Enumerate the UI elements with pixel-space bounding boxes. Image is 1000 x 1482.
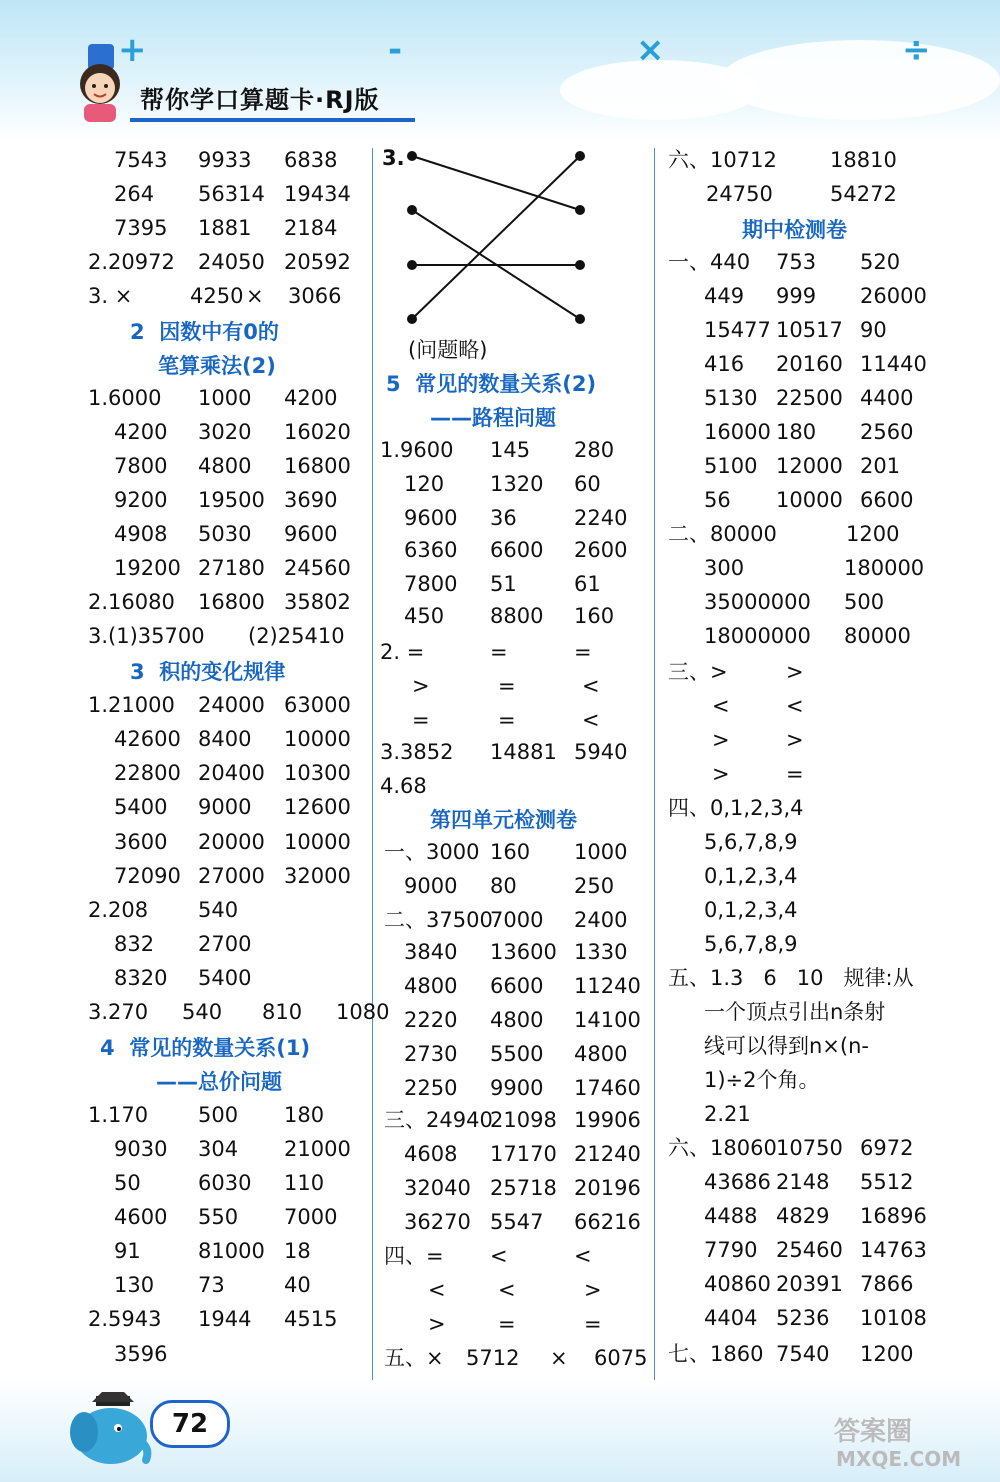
answer-cell: 8400	[198, 727, 252, 751]
answer-cell: 8320	[114, 966, 168, 990]
answer-cell: 20000	[198, 830, 265, 854]
answer-cell: 5400	[114, 795, 168, 819]
answer-cell: 20391	[776, 1272, 843, 1296]
answer-cell: 3. ×	[88, 284, 133, 308]
answer-cell: 180	[776, 420, 817, 444]
answer-cell: 66216	[574, 1210, 641, 1234]
answer-cell: 1881	[198, 216, 252, 240]
answer-cell: 五、1.3 6 10 规律:从	[668, 966, 914, 990]
matching-lines-diagram	[400, 146, 590, 326]
answer-cell: 832	[114, 932, 155, 956]
times-symbol: ×	[636, 30, 665, 70]
answer-cell: 4608	[404, 1142, 458, 1166]
answer-cell: <	[490, 1244, 508, 1268]
answer-cell: 7000	[284, 1205, 338, 1229]
answer-cell: 3840	[404, 940, 458, 964]
answer-cell: 550	[198, 1205, 239, 1229]
answer-cell: 二、37500	[384, 908, 493, 932]
answer-cell: 18	[284, 1239, 311, 1263]
answer-cell: 19906	[574, 1108, 641, 1132]
answer-cell: 40	[284, 1273, 311, 1297]
answer-cell: 6030	[198, 1171, 252, 1195]
column-divider	[654, 148, 655, 1380]
answer-cell: =	[786, 762, 804, 786]
answer-cell: 7790	[704, 1238, 758, 1262]
answer-cell: 9600	[404, 506, 458, 530]
answer-cell: 520	[860, 250, 901, 274]
answer-cell: =	[498, 1312, 516, 1336]
answer-cell: 16800	[198, 590, 265, 614]
section-heading: 2 因数中有0的	[130, 320, 279, 344]
answer-cell: 3.(1)35700	[88, 624, 205, 648]
answer-cell: 90	[860, 318, 887, 342]
answer-cell: 9000	[404, 874, 458, 898]
answer-cell: 300	[704, 556, 745, 580]
answer-cell: 3600	[114, 830, 168, 854]
answer-cell: 1320	[490, 472, 544, 496]
answer-cell: 一个顶点引出n条射	[704, 1000, 886, 1024]
answer-cell: 1000	[198, 386, 252, 410]
answer-cell: 2.20972	[88, 250, 175, 274]
answer-cell: 110	[284, 1171, 325, 1195]
answer-cell: 2184	[284, 216, 338, 240]
answer-cell: 4908	[114, 522, 168, 546]
answer-cell: 50	[114, 1171, 141, 1195]
answer-cell: 9900	[490, 1076, 544, 1100]
answer-cell: 4829	[776, 1204, 830, 1228]
answer-cell: 14763	[860, 1238, 927, 1262]
answer-cell: 2.21	[704, 1102, 751, 1126]
answer-cell: 160	[490, 840, 531, 864]
answer-cell: 26000	[860, 284, 927, 308]
answer-cell: 3020	[198, 420, 252, 444]
answer-cell: 449	[704, 284, 745, 308]
answer-cell: <	[712, 694, 730, 718]
answer-cell: 10000	[284, 830, 351, 854]
answer-cell: 9933	[198, 148, 252, 172]
answer-cell: 2. =	[380, 640, 425, 664]
answer-cell: 250	[574, 874, 615, 898]
divide-symbol: ÷	[902, 30, 931, 70]
answer-cell: 4515	[284, 1307, 338, 1331]
answer-cell: >	[584, 1278, 602, 1302]
answer-cell: 3.270	[88, 1000, 149, 1024]
answer-cell: 81000	[198, 1239, 265, 1263]
matching-question-number: 3.	[382, 146, 405, 170]
column-divider	[372, 148, 373, 1380]
answer-cell: 22500	[776, 386, 843, 410]
answer-cell: 7800	[404, 572, 458, 596]
answer-cell: 16800	[284, 454, 351, 478]
answer-cell: 16020	[284, 420, 351, 444]
answer-cell: 5,6,7,8,9	[704, 932, 798, 956]
answer-cell: 5940	[574, 740, 628, 764]
answer-cell: 5236	[776, 1306, 830, 1330]
answer-cell: 24000	[198, 693, 265, 717]
answer-cell: <	[582, 674, 600, 698]
answer-cell: 145	[490, 438, 531, 462]
answer-cell: 4800	[404, 974, 458, 998]
answer-cell: 280	[574, 438, 615, 462]
answer-cell: 20160	[776, 352, 843, 376]
answer-cell: 6838	[284, 148, 338, 172]
answer-cell: 6972	[860, 1136, 914, 1160]
answer-cell: >	[712, 728, 730, 752]
answer-cell: 540	[182, 1000, 223, 1024]
section-heading: 3 积的变化规律	[130, 660, 286, 684]
answer-cell: 22800	[114, 761, 181, 785]
svg-text:MXQE.COM: MXQE.COM	[836, 1447, 962, 1471]
answer-cell: =	[584, 1312, 602, 1336]
answer-cell: 1.6000	[88, 386, 162, 410]
answer-cell: 5547	[490, 1210, 544, 1234]
answer-cell: 54272	[830, 182, 897, 206]
answer-cell: 5400	[198, 966, 252, 990]
answer-cell: 5030	[198, 522, 252, 546]
answer-cell: 2600	[574, 538, 628, 562]
answer-cell: 4800	[490, 1008, 544, 1032]
answer-cell: 6600	[860, 488, 914, 512]
answer-cell: 9030	[114, 1137, 168, 1161]
answer-cell: 2400	[574, 908, 628, 932]
answer-cell: 24050	[198, 250, 265, 274]
answer-cell: 27180	[198, 556, 265, 580]
answer-cell: 61	[574, 572, 601, 596]
answer-cell: 7395	[114, 216, 168, 240]
answer-cell: 三、>	[668, 660, 728, 684]
answer-cell: 35000000	[704, 590, 811, 614]
answer-cell: ×	[246, 284, 264, 308]
answer-cell: 160	[574, 604, 615, 628]
answer-cell: 17170	[490, 1142, 557, 1166]
answer-cell: 1200	[846, 522, 900, 546]
answer-cell: 4488	[704, 1204, 758, 1228]
mascot-girl-icon	[70, 44, 130, 124]
answer-cell: 15477	[704, 318, 771, 342]
answer-cell: <	[786, 694, 804, 718]
answer-cell: 180000	[844, 556, 925, 580]
answer-cell: 91	[114, 1239, 141, 1263]
answer-cell: 16896	[860, 1204, 927, 1228]
answer-cell: 810	[262, 1000, 303, 1024]
title-underline	[130, 118, 415, 122]
answer-cell: 264	[114, 182, 155, 206]
answer-cell: 36270	[404, 1210, 471, 1234]
svg-text:答案圈: 答案圈	[834, 1417, 913, 1447]
answer-cell: 2730	[404, 1042, 458, 1066]
answer-cell: ×	[550, 1346, 568, 1370]
answer-cell: 450	[404, 604, 445, 628]
answer-cell: 0,1,2,3,4	[704, 864, 798, 888]
watermark-logo	[830, 1412, 990, 1472]
series-title: 帮你学口算题卡·RJ版	[140, 86, 380, 114]
answer-cell: 4800	[574, 1042, 628, 1066]
section-heading: 期中检测卷	[742, 218, 847, 242]
answer-cell: =	[490, 640, 508, 664]
answer-cell: 4.68	[380, 774, 427, 798]
answer-cell: 25718	[490, 1176, 557, 1200]
answer-cell: 60	[574, 472, 601, 496]
answer-cell: 5500	[490, 1042, 544, 1066]
answer-cell: 3690	[284, 488, 338, 512]
answer-cell: >	[412, 674, 430, 698]
section-heading: 第四单元检测卷	[430, 808, 577, 832]
answer-cell: 120	[404, 472, 445, 496]
answer-cell: 7866	[860, 1272, 914, 1296]
answer-cell: 16000	[704, 420, 771, 444]
answer-cell: 1000	[574, 840, 628, 864]
answer-cell: 4200	[114, 420, 168, 444]
answer-cell: 2.16080	[88, 590, 175, 614]
answer-cell: 540	[198, 898, 239, 922]
section-heading: 4 常见的数量关系(1)	[100, 1036, 311, 1060]
answer-cell: 43686	[704, 1170, 771, 1194]
answer-cell: 20196	[574, 1176, 641, 1200]
answer-cell: 7800	[114, 454, 168, 478]
answer-cell: 6600	[490, 538, 544, 562]
answer-cell: 11440	[860, 352, 927, 376]
answer-cell: 3.3852	[380, 740, 454, 764]
plus-symbol: +	[118, 30, 147, 70]
answer-cell: 5130	[704, 386, 758, 410]
answer-cell: (2)25410	[248, 624, 345, 648]
answer-cell: 20592	[284, 250, 351, 274]
minus-symbol: -	[388, 30, 403, 70]
answer-cell: 四、=	[384, 1244, 444, 1268]
answer-cell: 2148	[776, 1170, 830, 1194]
answer-cell: =	[498, 708, 516, 732]
answer-cell: 19200	[114, 556, 181, 580]
answer-cell: 5512	[860, 1170, 914, 1194]
answer-cell: 500	[844, 590, 885, 614]
answer-cell: 21240	[574, 1142, 641, 1166]
answer-cell: 14100	[574, 1008, 641, 1032]
section-heading: ——总价问题	[156, 1070, 282, 1094]
answer-cell: 2220	[404, 1008, 458, 1032]
answer-cell: 线可以得到n×(n-	[704, 1034, 869, 1058]
answer-cell: 8800	[490, 604, 544, 628]
answer-cell: 7000	[490, 908, 544, 932]
answer-cell: 1200	[860, 1342, 914, 1366]
answer-cell: 1)÷2个角。	[704, 1068, 820, 1092]
answer-cell: 9200	[114, 488, 168, 512]
answer-cell: 201	[860, 454, 901, 478]
answer-cell: 10300	[284, 761, 351, 785]
answer-cell: 999	[776, 284, 817, 308]
answer-cell: 4200	[284, 386, 338, 410]
answer-cell: 六、18060	[668, 1136, 777, 1160]
answer-cell: =	[574, 640, 592, 664]
answer-cell: 12000	[776, 454, 843, 478]
answer-cell: 32040	[404, 1176, 471, 1200]
answer-cell: 21098	[490, 1108, 557, 1132]
answer-cell: 51	[490, 572, 517, 596]
answer-cell: 27000	[198, 864, 265, 888]
answer-cell: 6360	[404, 538, 458, 562]
answer-cell: 5712	[466, 1346, 520, 1370]
answer-cell: 三、24940	[384, 1108, 493, 1132]
answer-cell: 63000	[284, 693, 351, 717]
answer-cell: 6075	[594, 1346, 648, 1370]
answer-cell: 七、1860	[668, 1342, 764, 1366]
answer-cell: 9000	[198, 795, 252, 819]
answer-cell: >	[428, 1312, 446, 1336]
answer-cell: 17460	[574, 1076, 641, 1100]
answer-cell: 42600	[114, 727, 181, 751]
answer-cell: 24560	[284, 556, 351, 580]
elephant-mascot-icon	[66, 1388, 156, 1468]
answer-cell: 10750	[776, 1136, 843, 1160]
page-number: 72	[150, 1400, 230, 1448]
answer-cell: 180	[284, 1103, 325, 1127]
answer-cell: 18810	[830, 148, 897, 172]
answer-cell: 80	[490, 874, 517, 898]
answer-cell: 1944	[198, 1307, 252, 1331]
answer-cell: 0,1,2,3,4	[704, 898, 798, 922]
answer-cell: 4400	[860, 386, 914, 410]
answer-cell: 6600	[490, 974, 544, 998]
answer-cell: 1.9600	[380, 438, 454, 462]
answer-cell: 五、×	[384, 1346, 444, 1370]
answer-cell: 753	[776, 250, 817, 274]
answer-cell: 2250	[404, 1076, 458, 1100]
answer-cell: 1.21000	[88, 693, 175, 717]
answer-cell: >	[712, 762, 730, 786]
cloud	[720, 40, 1000, 120]
answer-cell: 10108	[860, 1306, 927, 1330]
answer-cell: 72090	[114, 864, 181, 888]
answer-cell: 7540	[776, 1342, 830, 1366]
section-heading: 笔算乘法(2)	[158, 354, 276, 378]
answer-cell: 18000000	[704, 624, 811, 648]
answer-cell: 3066	[288, 284, 342, 308]
answer-cell: 19434	[284, 182, 351, 206]
matching-note: (问题略)	[408, 338, 488, 362]
answer-cell: 10517	[776, 318, 843, 342]
answer-cell: 四、0,1,2,3,4	[668, 796, 804, 820]
answer-cell: 3596	[114, 1342, 168, 1366]
answer-cell: >	[786, 728, 804, 752]
answer-cell: 416	[704, 352, 745, 376]
answer-cell: 9600	[284, 522, 338, 546]
answer-cell: 二、80000	[668, 522, 777, 546]
answer-cell: 40860	[704, 1272, 771, 1296]
answer-cell: 80000	[844, 624, 911, 648]
answer-cell: 73	[198, 1273, 225, 1297]
answer-cell: 12600	[284, 795, 351, 819]
answer-cell: 130	[114, 1273, 155, 1297]
section-heading: 5 常见的数量关系(2)	[386, 372, 597, 396]
answer-cell: 2.5943	[88, 1307, 162, 1331]
answer-cell: <	[582, 708, 600, 732]
answer-cell: <	[498, 1278, 516, 1302]
answer-cell: 4600	[114, 1205, 168, 1229]
answer-cell: 2.208	[88, 898, 149, 922]
answer-cell: 1080	[336, 1000, 390, 1024]
answer-cell: 1.170	[88, 1103, 149, 1127]
answer-cell: <	[428, 1278, 446, 1302]
answer-cell: 六、10712	[668, 148, 777, 172]
answer-cell: 500	[198, 1103, 239, 1127]
answer-cell: 一、440	[668, 250, 751, 274]
answer-cell: 2700	[198, 932, 252, 956]
answer-cell: 11240	[574, 974, 641, 998]
answer-cell: 4404	[704, 1306, 758, 1330]
answer-cell: 20400	[198, 761, 265, 785]
answer-cell: 10000	[284, 727, 351, 751]
answer-cell: 13600	[490, 940, 557, 964]
answer-cell: 35802	[284, 590, 351, 614]
answer-cell: 19500	[198, 488, 265, 512]
answer-cell: 2240	[574, 506, 628, 530]
answer-cell: 1330	[574, 940, 628, 964]
answer-cell: 25460	[776, 1238, 843, 1262]
answer-cell: 36	[490, 506, 517, 530]
answer-cell: 10000	[776, 488, 843, 512]
answer-cell: =	[498, 674, 516, 698]
answer-cell: 4800	[198, 454, 252, 478]
section-heading: ——路程问题	[430, 406, 556, 430]
answer-cell: =	[412, 708, 430, 732]
answer-cell: 24750	[706, 182, 773, 206]
answer-cell: 56	[704, 488, 731, 512]
answer-cell: <	[574, 1244, 592, 1268]
answer-cell: 一、3000	[384, 840, 480, 864]
answer-cell: 32000	[284, 864, 351, 888]
answer-cell: 4250	[190, 284, 244, 308]
answer-cell: 304	[198, 1137, 239, 1161]
answer-cell: 7543	[114, 148, 168, 172]
answer-cell: 2560	[860, 420, 914, 444]
answer-cell: 21000	[284, 1137, 351, 1161]
answer-cell: 5,6,7,8,9	[704, 830, 798, 854]
answer-cell: 14881	[490, 740, 557, 764]
answer-cell: 56314	[198, 182, 265, 206]
answer-cell: >	[786, 660, 804, 684]
answer-cell: 5100	[704, 454, 758, 478]
